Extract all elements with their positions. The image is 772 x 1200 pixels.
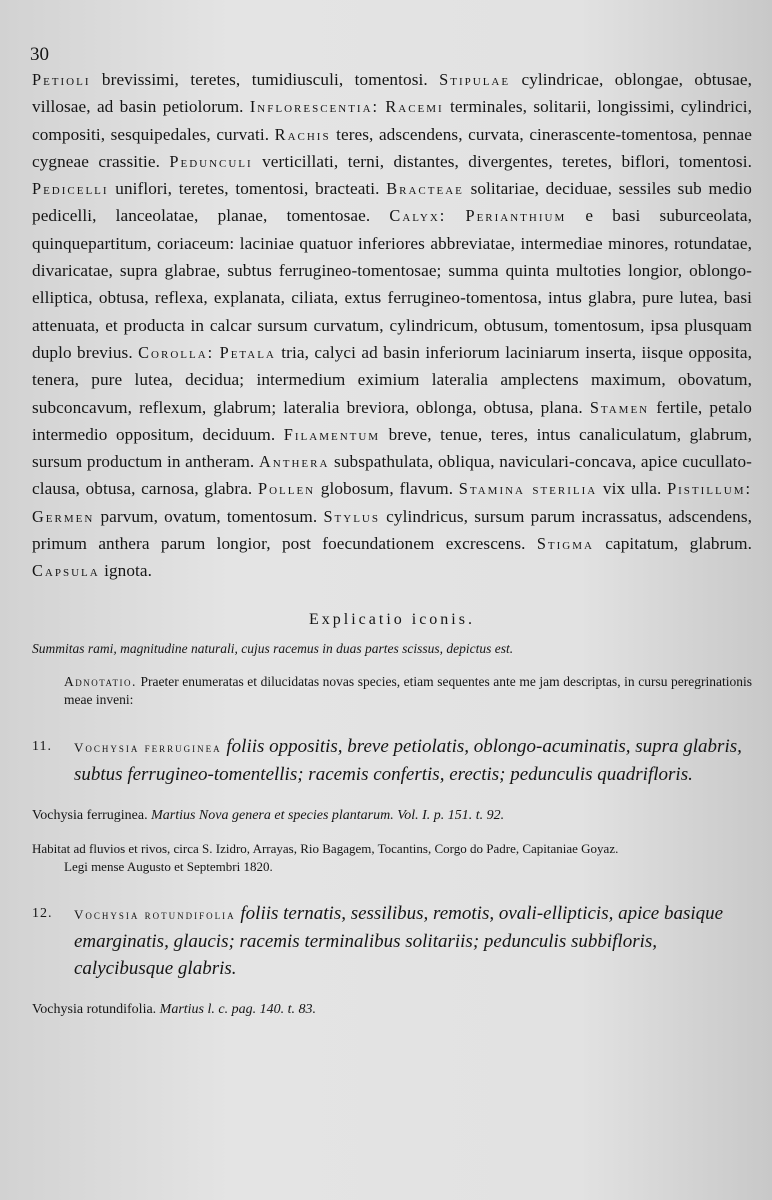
description-text: cylindricus, sursum parum incrassatus, adscendens, primum anthera parum longior, post foecundationem excrescens. — [32, 506, 752, 554]
habitat-11 — [32, 840, 752, 876]
organ-term: Stigma — [536, 534, 594, 554]
organ-term: Petioli — [32, 70, 91, 89]
description-text: tria, calyci ad basin inferiorum laciniarum inserta, iisque opposita, tenera, pure lutea, decidua; intermedium eximium lateralia amplectens maximum, obovatum, subconcavum, reflexum, glabrum; lateralia breviora, oblonga, obtusa, plana. — [32, 342, 752, 417]
organ-term: Pedunculi — [169, 151, 253, 171]
species-diagnosis: foliis oppositis, breve petiolatis, oblongo-acuminatis, supra glabris, subtus ferrugineo-tomentellis; racemis confertis, erectis; pedunculis quadrifloris. — [74, 735, 742, 785]
description-text: uniflori, teretes, tomentosi, bracteati. — [108, 179, 387, 199]
description-text — [446, 206, 465, 225]
citation-source: Martius l. c. pag. 140. t. 83. — [159, 1001, 317, 1017]
organ-term: Stipulae — [439, 70, 511, 89]
annotation-label: Adnotatio. — [64, 673, 137, 689]
organ-term: Rachis — [274, 124, 331, 144]
citation-name: Vochysia rotundifolia. — [32, 1001, 157, 1017]
description-text: globosum, flavum. — [315, 479, 459, 499]
annotation-text: Praeter enumeratas et dilucidatas novas species, etiam sequentes ante me jam descriptas, in cursu peregrinationis meae inveni: — [64, 673, 752, 707]
page-number: 30 — [30, 44, 49, 65]
description-text: subspathulata, obliqua, naviculari-concava, apice cucullato-clausa, obtusa, carnosa, glabra. — [32, 452, 753, 499]
organ-term: Corolla: — [138, 342, 215, 362]
species-name: Vochysia rotundifolia — [74, 906, 236, 922]
description-text: teres, adscendens, curvata, cinerascente-tomentosa, pennae cygneae crassitie. — [32, 124, 752, 171]
organ-term: Stylus — [323, 506, 380, 526]
description-text: verticillati, terni, distantes, divergentes, teretes, biflori, tomentosi. — [252, 151, 752, 171]
species-entry-12 — [32, 900, 752, 982]
description-text: capitatum, glabrum. — [593, 534, 752, 554]
description-text: e basi suburceolata, quinquepartitum, coriaceum: laciniae quatuor inferiores abbreviatae, intermediae minores, rotundatae, divaricatae, supra glabrae, subtus ferrugineo-tomentosae; summa quinta multoties longior, oblongo-elliptica, obtusa, reflexa, explanata, ciliata, extus ferrugineo-tomentosa, intus glabra, pure lutea, basi attenuata, et producta in calcar sursum curvatum, cylindricum, obtusum, tomentosum, ipsa plusquam duplo brevius. — [32, 206, 752, 362]
species-description-paragraph — [32, 66, 752, 585]
description-text: terminales, solitarii, longissimi, cylindrici, compositi, sesquipedales, curvati. — [32, 97, 753, 144]
species-number: 11. — [32, 738, 52, 754]
description-text: solitariae, deciduae, sessiles sub medio pedicelli, lanceolatae, planae, tomentosae. — [32, 179, 752, 226]
description-text: ignota. — [99, 561, 153, 581]
citation-source: Martius Nova genera et species plantarum. Vol. I. p. 151. t. 92. — [151, 807, 505, 823]
explicatio-heading: Explicatio iconis. — [309, 610, 475, 628]
description-text: vix ulla. — [597, 479, 668, 499]
species-entry-11 — [32, 733, 752, 788]
organ-term: Stamina sterilia — [458, 479, 598, 499]
citation-12 — [32, 1000, 752, 1020]
species-number: 12. — [32, 905, 53, 921]
description-text: breve, tenue, teres, intus canaliculatum, glabrum, sursum productum in antheram. — [32, 424, 752, 472]
organ-term: Petala — [219, 342, 276, 362]
organ-term: Bracteae — [386, 179, 464, 199]
organ-term: Perianthium — [465, 206, 567, 226]
species-diagnosis: foliis ternatis, sessilibus, remotis, ovali-ellipticis, apice basique emarginatis, glaucis; racemis terminalibus solitariis; pedunculis subbifloris, calycibusque glabris. — [74, 902, 724, 979]
annotation-paragraph — [64, 673, 752, 709]
organ-term: Anthera — [258, 452, 330, 472]
organ-term: Stamen — [589, 397, 650, 417]
description-text: fertile, petalo intermedio oppositum, deciduum. — [32, 397, 752, 444]
organ-term: Racemi — [385, 97, 444, 117]
organ-term: Capsula — [32, 561, 100, 581]
citation-11 — [32, 806, 752, 826]
description-text: cylindricae, oblongae, obtusae, villosae, ad basin petiolorum. — [32, 70, 752, 117]
collection-date: Legi mense Augusto et Septembri 1820. — [64, 858, 273, 874]
species-name: Vochysia ferruginea — [74, 739, 222, 755]
description-text: brevissimi, teretes, tumidiusculi, tomentosi. — [90, 70, 440, 89]
organ-term: Calyx: — [389, 206, 447, 226]
organ-term: Pistillum: — [667, 479, 753, 499]
organ-term: Germen — [32, 506, 95, 526]
organ-term: Inflorescentia: — [249, 97, 380, 117]
organ-term: Filamentum — [283, 424, 381, 444]
organ-term: Pedicelli — [32, 179, 109, 199]
description-text: parvum, ovatum, tomentosum. — [94, 506, 324, 526]
citation-name: Vochysia ferruginea. — [32, 807, 148, 823]
habitat-text: Habitat ad fluvios et rivos, circa S. Izidro, Arrayas, Rio Bagagem, Tocantins, Corgo do Padre, Capitaniae Goyaz. — [32, 840, 619, 856]
figure-caption: Summitas rami, magnitudine naturali, cujus racemus in duas partes scissus, depictus est. — [32, 640, 514, 656]
organ-term: Pollen — [257, 479, 316, 499]
